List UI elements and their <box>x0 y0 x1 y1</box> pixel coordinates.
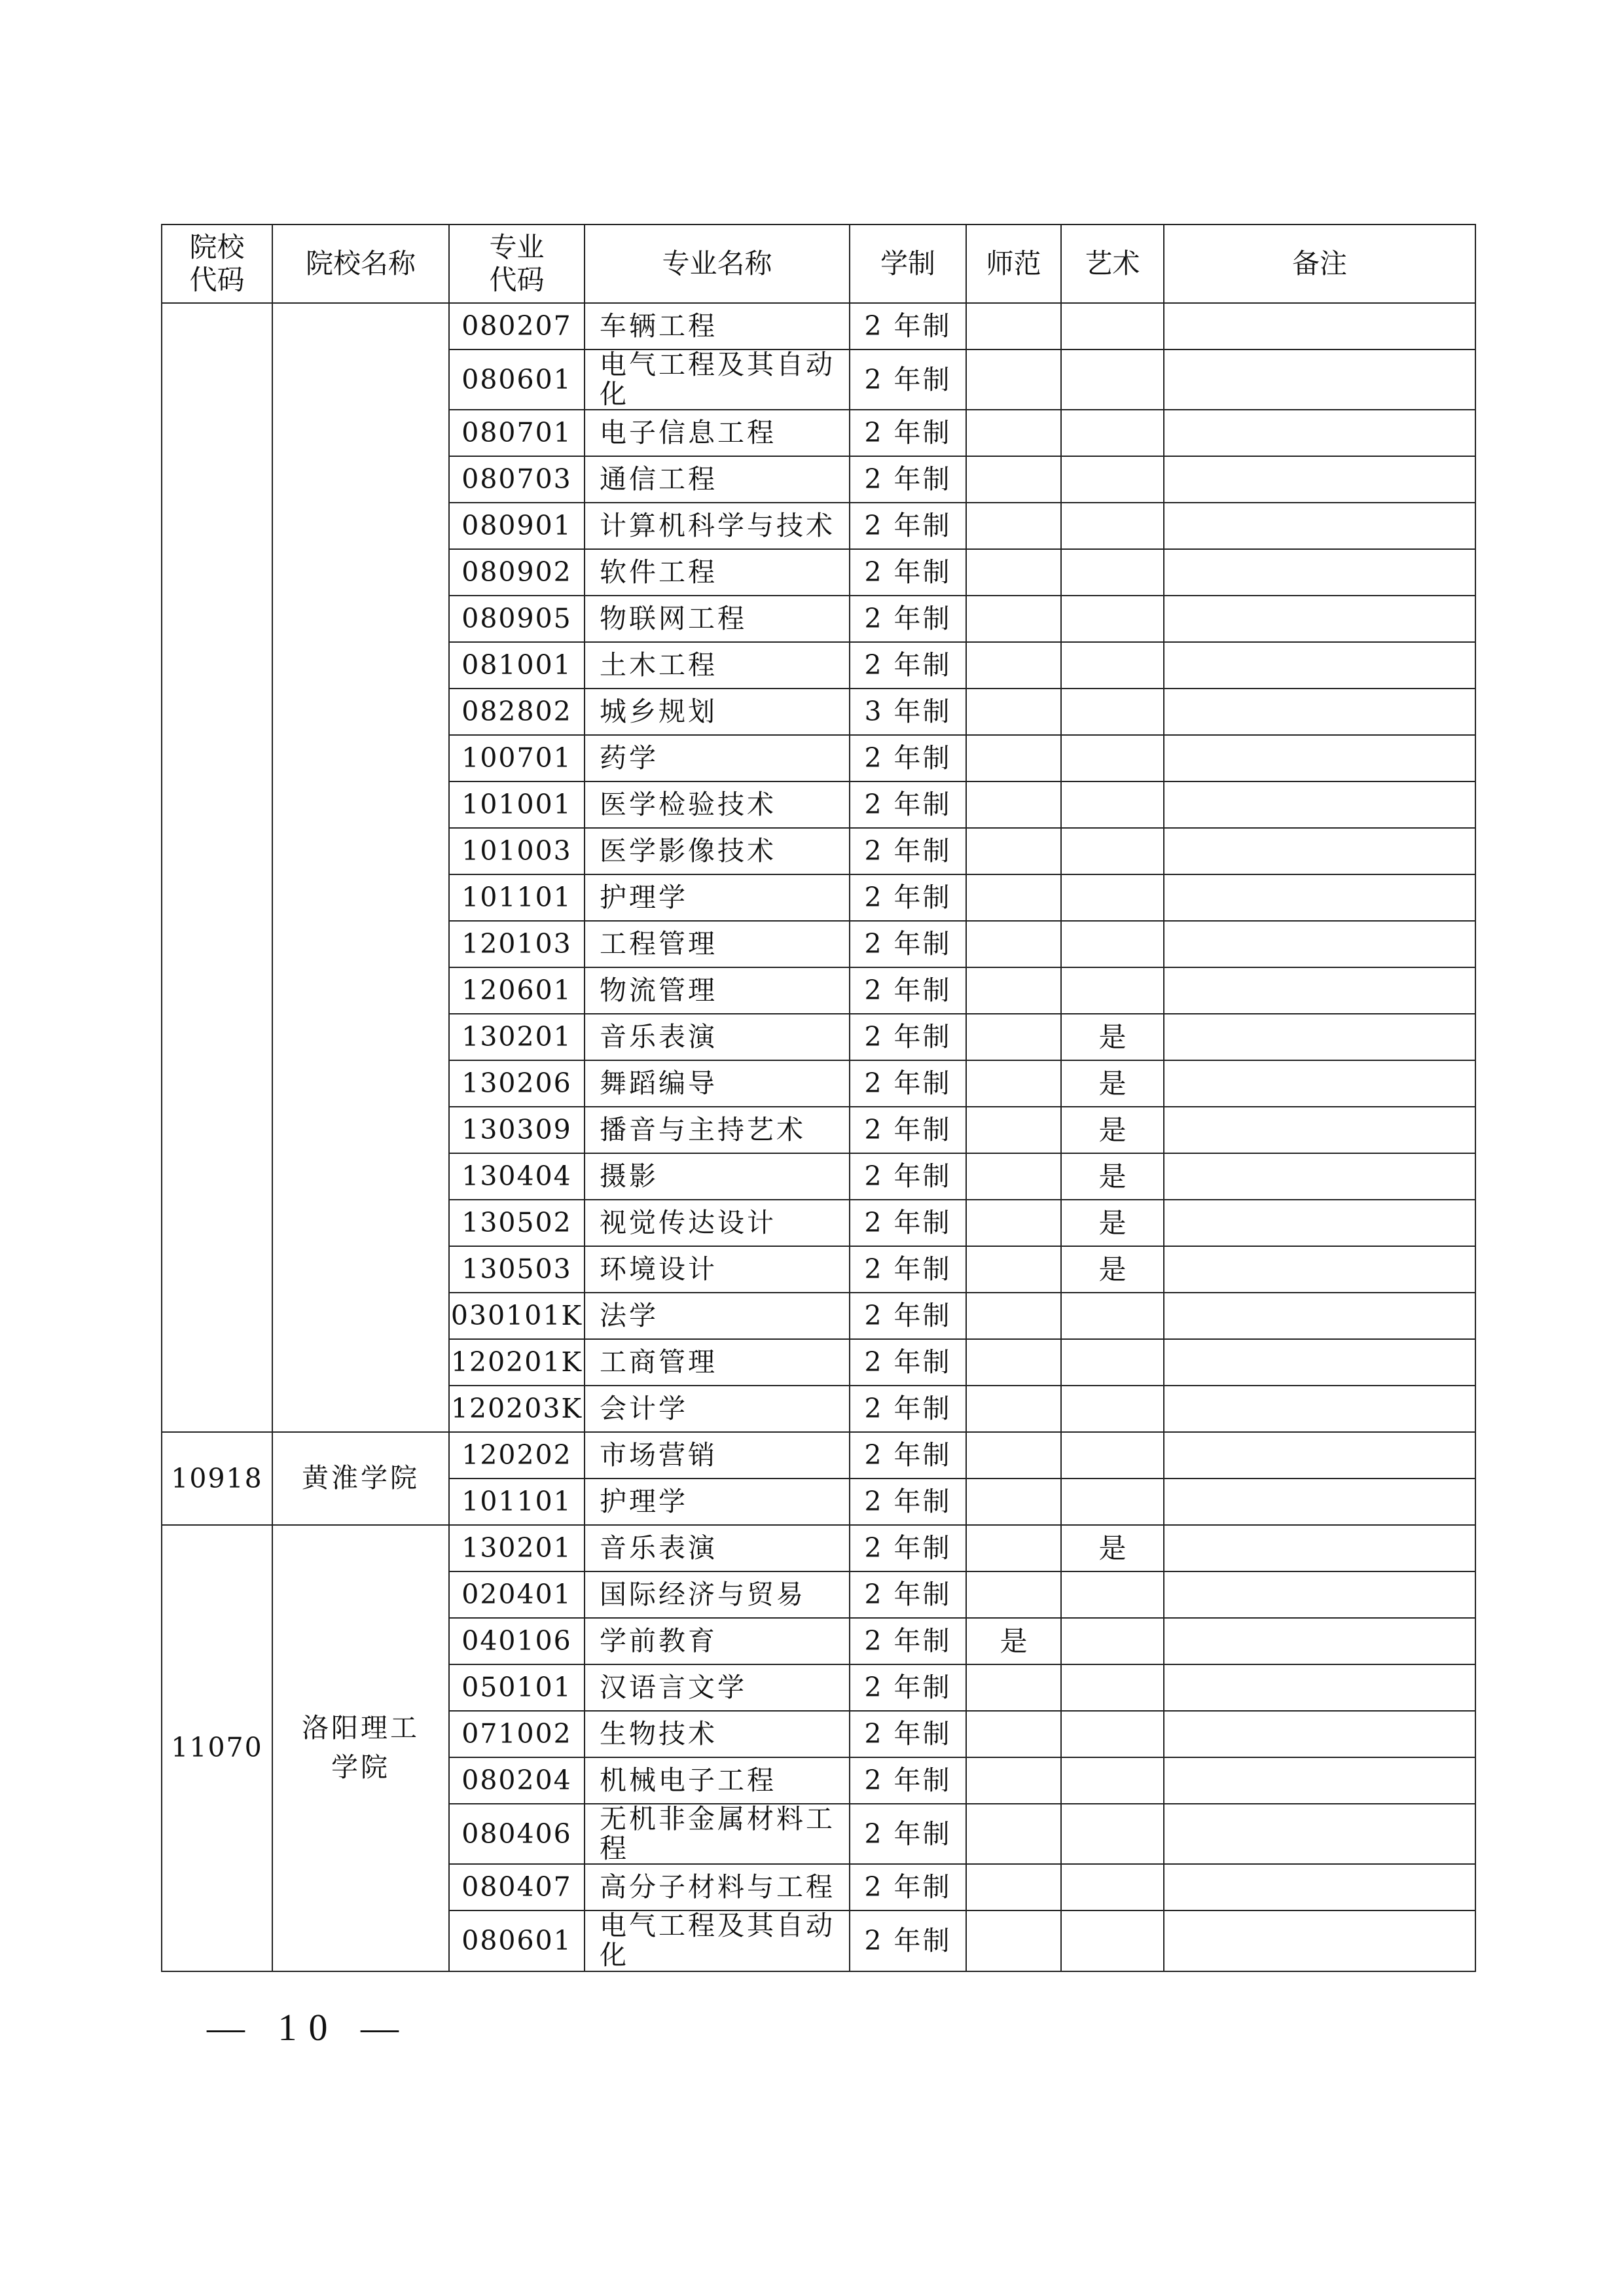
page-number: — 10 — <box>207 2006 410 2049</box>
duration-cell: 2 年制 <box>850 303 966 350</box>
major-code-cell: 130206 <box>449 1060 585 1107</box>
art-flag-cell <box>1061 642 1164 689</box>
normal-flag-cell <box>966 1479 1061 1525</box>
remarks-cell <box>1164 1711 1475 1757</box>
art-flag-cell: 是 <box>1061 1014 1164 1060</box>
remarks-cell <box>1164 1293 1475 1339</box>
art-flag-cell <box>1061 1432 1164 1479</box>
normal-flag-cell <box>966 1200 1061 1246</box>
normal-flag-cell <box>966 1804 1061 1864</box>
remarks-cell <box>1164 1757 1475 1804</box>
major-name-cell: 护理学 <box>585 874 850 921</box>
art-flag-cell: 是 <box>1061 1525 1164 1571</box>
major-code-cell: 120201K <box>449 1339 585 1386</box>
normal-flag-cell <box>966 1864 1061 1910</box>
art-flag-cell <box>1061 689 1164 735</box>
major-name-cell: 土木工程 <box>585 642 850 689</box>
normal-flag-cell <box>966 781 1061 828</box>
normal-flag-cell <box>966 689 1061 735</box>
remarks-cell <box>1164 828 1475 874</box>
major-name-cell: 环境设计 <box>585 1246 850 1293</box>
header-duration: 学制 <box>850 224 966 303</box>
normal-flag-cell <box>966 1339 1061 1386</box>
normal-flag-cell <box>966 350 1061 410</box>
remarks-cell <box>1164 410 1475 456</box>
art-flag-cell <box>1061 967 1164 1014</box>
remarks-cell <box>1164 303 1475 350</box>
major-name-cell: 计算机科学与技术 <box>585 503 850 549</box>
remarks-cell <box>1164 874 1475 921</box>
art-flag-cell <box>1061 1664 1164 1711</box>
major-code-cell: 130503 <box>449 1246 585 1293</box>
major-code-cell: 130201 <box>449 1014 585 1060</box>
normal-flag-cell <box>966 303 1061 350</box>
duration-cell: 2 年制 <box>850 781 966 828</box>
remarks-cell <box>1164 456 1475 503</box>
major-code-cell: 080406 <box>449 1804 585 1864</box>
normal-flag-cell <box>966 1525 1061 1571</box>
table-row <box>162 1432 1475 1479</box>
normal-flag-cell <box>966 642 1061 689</box>
major-code-cell: 080902 <box>449 549 585 596</box>
remarks-cell <box>1164 689 1475 735</box>
remarks-cell <box>1164 967 1475 1014</box>
duration-cell: 2 年制 <box>850 1432 966 1479</box>
normal-flag-cell <box>966 1293 1061 1339</box>
major-name-cell: 城乡规划 <box>585 689 850 735</box>
major-code-cell: 020401 <box>449 1571 585 1618</box>
major-code-cell: 030101K <box>449 1293 585 1339</box>
remarks-cell <box>1164 1864 1475 1910</box>
art-flag-cell: 是 <box>1061 1060 1164 1107</box>
normal-flag-cell <box>966 1246 1061 1293</box>
duration-cell: 2 年制 <box>850 1571 966 1618</box>
normal-flag-cell <box>966 1386 1061 1432</box>
header-art: 艺术 <box>1061 224 1164 303</box>
art-flag-cell <box>1061 874 1164 921</box>
duration-cell: 2 年制 <box>850 1618 966 1664</box>
duration-cell: 2 年制 <box>850 1107 966 1153</box>
duration-cell: 2 年制 <box>850 1910 966 1971</box>
school-name-cell: 洛阳理工学院 <box>272 1525 449 1971</box>
major-code-cell: 080701 <box>449 410 585 456</box>
major-name-cell: 高分子材料与工程 <box>585 1864 850 1910</box>
major-code-cell: 080901 <box>449 503 585 549</box>
duration-cell: 2 年制 <box>850 967 966 1014</box>
remarks-cell <box>1164 503 1475 549</box>
major-code-cell: 080601 <box>449 1910 585 1971</box>
major-code-cell: 130309 <box>449 1107 585 1153</box>
major-code-cell: 120103 <box>449 921 585 967</box>
normal-flag-cell <box>966 1910 1061 1971</box>
normal-flag-cell <box>966 596 1061 642</box>
normal-flag-cell <box>966 1014 1061 1060</box>
art-flag-cell: 是 <box>1061 1200 1164 1246</box>
major-name-cell: 电子信息工程 <box>585 410 850 456</box>
art-flag-cell <box>1061 781 1164 828</box>
school-code-cell: 11070 <box>162 1525 272 1971</box>
major-code-cell: 120601 <box>449 967 585 1014</box>
school-name-cell <box>272 303 449 1432</box>
normal-flag-cell <box>966 921 1061 967</box>
normal-flag-cell <box>966 735 1061 781</box>
art-flag-cell <box>1061 1293 1164 1339</box>
duration-cell: 2 年制 <box>850 1864 966 1910</box>
table-header <box>162 224 1475 303</box>
duration-cell: 2 年制 <box>850 735 966 781</box>
major-name-cell: 会计学 <box>585 1386 850 1432</box>
art-flag-cell <box>1061 1386 1164 1432</box>
major-name-cell: 护理学 <box>585 1479 850 1525</box>
major-name-cell: 无机非金属材料工程 <box>585 1804 850 1864</box>
major-code-cell: 080207 <box>449 303 585 350</box>
major-code-cell: 050101 <box>449 1664 585 1711</box>
art-flag-cell <box>1061 1864 1164 1910</box>
duration-cell: 2 年制 <box>850 1664 966 1711</box>
normal-flag-cell <box>966 828 1061 874</box>
normal-flag-cell <box>966 503 1061 549</box>
art-flag-cell <box>1061 350 1164 410</box>
remarks-cell <box>1164 1200 1475 1246</box>
duration-cell: 2 年制 <box>850 1711 966 1757</box>
table-body <box>162 303 1475 1971</box>
art-flag-cell <box>1061 1910 1164 1971</box>
normal-flag-cell <box>966 874 1061 921</box>
table-row <box>162 1525 1475 1571</box>
major-code-cell: 080601 <box>449 350 585 410</box>
duration-cell: 2 年制 <box>850 596 966 642</box>
major-name-cell: 软件工程 <box>585 549 850 596</box>
school-code-cell <box>162 303 272 1432</box>
major-name-cell: 药学 <box>585 735 850 781</box>
remarks-cell <box>1164 596 1475 642</box>
major-code-cell: 130201 <box>449 1525 585 1571</box>
normal-flag-cell <box>966 549 1061 596</box>
major-name-cell: 生物技术 <box>585 1711 850 1757</box>
duration-cell: 2 年制 <box>850 1293 966 1339</box>
duration-cell: 2 年制 <box>850 1804 966 1864</box>
duration-cell: 2 年制 <box>850 921 966 967</box>
remarks-cell <box>1164 350 1475 410</box>
art-flag-cell <box>1061 549 1164 596</box>
art-flag-cell <box>1061 1479 1164 1525</box>
normal-flag-cell <box>966 1060 1061 1107</box>
header-major-code: 专业代码 <box>449 224 585 303</box>
remarks-cell <box>1164 1804 1475 1864</box>
art-flag-cell <box>1061 921 1164 967</box>
major-name-cell: 医学影像技术 <box>585 828 850 874</box>
major-name-cell: 国际经济与贸易 <box>585 1571 850 1618</box>
duration-cell: 2 年制 <box>850 549 966 596</box>
art-flag-cell <box>1061 503 1164 549</box>
art-flag-cell <box>1061 1339 1164 1386</box>
remarks-cell <box>1164 1571 1475 1618</box>
major-code-cell: 040106 <box>449 1618 585 1664</box>
major-name-cell: 视觉传达设计 <box>585 1200 850 1246</box>
art-flag-cell <box>1061 1571 1164 1618</box>
school-code-cell: 10918 <box>162 1432 272 1525</box>
art-flag-cell <box>1061 1804 1164 1864</box>
duration-cell: 2 年制 <box>850 410 966 456</box>
major-name-cell: 物联网工程 <box>585 596 850 642</box>
art-flag-cell <box>1061 1618 1164 1664</box>
major-name-cell: 通信工程 <box>585 456 850 503</box>
major-name-cell: 市场营销 <box>585 1432 850 1479</box>
major-name-cell: 音乐表演 <box>585 1014 850 1060</box>
remarks-cell <box>1164 1339 1475 1386</box>
remarks-cell <box>1164 1014 1475 1060</box>
duration-cell: 2 年制 <box>850 1153 966 1200</box>
art-flag-cell: 是 <box>1061 1246 1164 1293</box>
major-name-cell: 法学 <box>585 1293 850 1339</box>
remarks-cell <box>1164 1386 1475 1432</box>
remarks-cell <box>1164 1525 1475 1571</box>
art-flag-cell <box>1061 596 1164 642</box>
duration-cell: 2 年制 <box>850 642 966 689</box>
major-code-cell: 120203K <box>449 1386 585 1432</box>
art-flag-cell <box>1061 1757 1164 1804</box>
header-school-name: 院校名称 <box>272 224 449 303</box>
major-code-cell: 081001 <box>449 642 585 689</box>
normal-flag-cell <box>966 456 1061 503</box>
duration-cell: 2 年制 <box>850 1339 966 1386</box>
art-flag-cell <box>1061 410 1164 456</box>
duration-cell: 2 年制 <box>850 1060 966 1107</box>
header-remarks: 备注 <box>1164 224 1475 303</box>
normal-flag-cell <box>966 967 1061 1014</box>
duration-cell: 2 年制 <box>850 1479 966 1525</box>
major-code-cell: 080407 <box>449 1864 585 1910</box>
normal-flag-cell <box>966 1153 1061 1200</box>
duration-cell: 2 年制 <box>850 874 966 921</box>
header-school-code: 院校代码 <box>162 224 272 303</box>
major-name-cell: 物流管理 <box>585 967 850 1014</box>
majors-table <box>161 224 1476 1972</box>
duration-cell: 2 年制 <box>850 1246 966 1293</box>
major-code-cell: 080703 <box>449 456 585 503</box>
major-name-cell: 舞蹈编导 <box>585 1060 850 1107</box>
art-flag-cell: 是 <box>1061 1153 1164 1200</box>
normal-flag-cell <box>966 1757 1061 1804</box>
major-code-cell: 101101 <box>449 1479 585 1525</box>
major-code-cell: 082802 <box>449 689 585 735</box>
major-code-cell: 080905 <box>449 596 585 642</box>
art-flag-cell <box>1061 735 1164 781</box>
major-name-cell: 机械电子工程 <box>585 1757 850 1804</box>
major-code-cell: 100701 <box>449 735 585 781</box>
major-name-cell: 工程管理 <box>585 921 850 967</box>
duration-cell: 2 年制 <box>850 456 966 503</box>
major-code-cell: 130502 <box>449 1200 585 1246</box>
art-flag-cell: 是 <box>1061 1107 1164 1153</box>
duration-cell: 2 年制 <box>850 503 966 549</box>
duration-cell: 2 年制 <box>850 1386 966 1432</box>
remarks-cell <box>1164 642 1475 689</box>
school-name-cell: 黄淮学院 <box>272 1432 449 1525</box>
remarks-cell <box>1164 1060 1475 1107</box>
major-name-cell: 车辆工程 <box>585 303 850 350</box>
duration-cell: 2 年制 <box>850 1200 966 1246</box>
major-name-cell: 汉语言文学 <box>585 1664 850 1711</box>
major-name-cell: 医学检验技术 <box>585 781 850 828</box>
major-code-cell: 120202 <box>449 1432 585 1479</box>
remarks-cell <box>1164 1479 1475 1525</box>
major-name-cell: 电气工程及其自动化 <box>585 350 850 410</box>
remarks-cell <box>1164 1664 1475 1711</box>
art-flag-cell <box>1061 456 1164 503</box>
major-name-cell: 电气工程及其自动化 <box>585 1910 850 1971</box>
major-code-cell: 080204 <box>449 1757 585 1804</box>
duration-cell: 2 年制 <box>850 1757 966 1804</box>
art-flag-cell <box>1061 303 1164 350</box>
major-code-cell: 130404 <box>449 1153 585 1200</box>
major-code-cell: 101001 <box>449 781 585 828</box>
remarks-cell <box>1164 1432 1475 1479</box>
remarks-cell <box>1164 1618 1475 1664</box>
major-name-cell: 摄影 <box>585 1153 850 1200</box>
art-flag-cell <box>1061 828 1164 874</box>
remarks-cell <box>1164 549 1475 596</box>
table-row <box>162 303 1475 350</box>
major-name-cell: 学前教育 <box>585 1618 850 1664</box>
duration-cell: 2 年制 <box>850 1525 966 1571</box>
duration-cell: 2 年制 <box>850 350 966 410</box>
header-major-name: 专业名称 <box>585 224 850 303</box>
remarks-cell <box>1164 1910 1475 1971</box>
major-code-cell: 101101 <box>449 874 585 921</box>
remarks-cell <box>1164 735 1475 781</box>
normal-flag-cell <box>966 1571 1061 1618</box>
normal-flag-cell <box>966 1107 1061 1153</box>
normal-flag-cell <box>966 410 1061 456</box>
duration-cell: 3 年制 <box>850 689 966 735</box>
remarks-cell <box>1164 1107 1475 1153</box>
header-normal: 师范 <box>966 224 1061 303</box>
remarks-cell <box>1164 921 1475 967</box>
normal-flag-cell <box>966 1664 1061 1711</box>
normal-flag-cell: 是 <box>966 1618 1061 1664</box>
duration-cell: 2 年制 <box>850 828 966 874</box>
duration-cell: 2 年制 <box>850 1014 966 1060</box>
art-flag-cell <box>1061 1711 1164 1757</box>
remarks-cell <box>1164 1153 1475 1200</box>
major-code-cell: 101003 <box>449 828 585 874</box>
normal-flag-cell <box>966 1432 1061 1479</box>
major-code-cell: 071002 <box>449 1711 585 1757</box>
remarks-cell <box>1164 781 1475 828</box>
normal-flag-cell <box>966 1711 1061 1757</box>
major-name-cell: 音乐表演 <box>585 1525 850 1571</box>
major-name-cell: 工商管理 <box>585 1339 850 1386</box>
major-name-cell: 播音与主持艺术 <box>585 1107 850 1153</box>
remarks-cell <box>1164 1246 1475 1293</box>
